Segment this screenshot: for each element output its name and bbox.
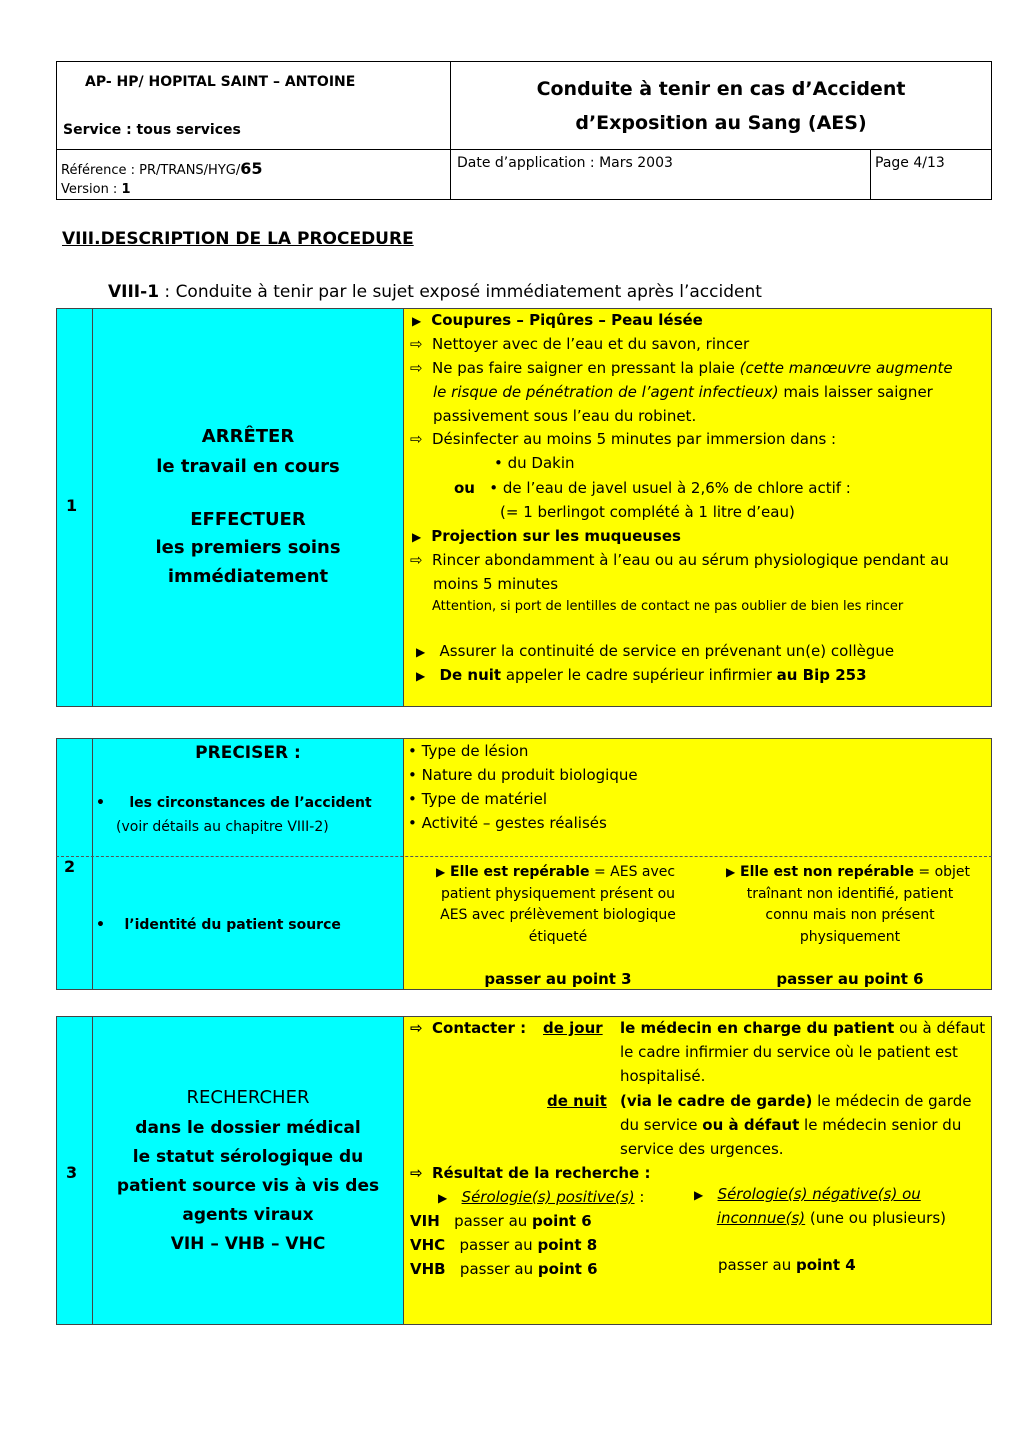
detail-note: Attention, si port de lentilles de contact ne pas oublier de bien les rincer (432, 599, 904, 614)
day-text: le cadre infirmier du service où le patient est (620, 1043, 958, 1061)
section-title: VIII.DESCRIPTION DE LA PROCEDURE (62, 229, 414, 249)
detail-item: moins 5 minutes (433, 575, 559, 593)
detail-item: le risque de pénétration de l’agent infectieux) mais laisser saigner (433, 383, 933, 401)
check-arrow-icon: ⇨ (410, 551, 423, 569)
negative-serology: inconnue(s) (une ou plusieurs) (716, 1209, 946, 1227)
subsection-title: VIII-1 : Conduite à tenir par le sujet exposé immédiatement après l’accident (108, 282, 762, 302)
detail-item: ▶ De nuit appeler le cadre supérieur infirmier au Bip 253 (416, 664, 867, 687)
arrow-icon: ▶ (412, 314, 422, 328)
dashed-divider (56, 856, 992, 857)
step-action-cell (92, 308, 404, 707)
step-action-cell (92, 1016, 404, 1325)
check-arrow-icon: ⇨ (410, 1164, 423, 1182)
detail-item: • du Dakin (494, 454, 575, 472)
header-table (56, 61, 992, 200)
detail-item: passivement sous l’eau du robinet. (433, 407, 697, 425)
detail-item: ▶ Assurer la continuité de service en prévenant un(e) collègue (416, 640, 894, 663)
check-arrow-icon: ⇨ (410, 1019, 423, 1037)
option-text: étiqueté (528, 929, 588, 945)
action-subtitle: VIH – VHB – VHC (170, 1234, 326, 1254)
night-text: du service ou à défaut le médecin senior du (620, 1116, 962, 1134)
arrow-icon: ▶ (438, 1191, 448, 1205)
detail-item: • Type de matériel (408, 790, 547, 808)
detail-item: ⇨ Désinfecter au moins 5 minutes par immersion dans : (410, 430, 837, 448)
detail-heading: ▶ Coupures – Piqûres – Peau lésée (412, 309, 703, 332)
option-not-identifiable: ▶ Elle est non repérable = objet (726, 861, 970, 883)
detail-item: ⇨ Nettoyer avec de l’eau et du savon, rincer (410, 335, 750, 353)
page-number: Page 4/13 (875, 155, 945, 171)
option-text: patient physiquement présent ou (440, 886, 676, 902)
detail-item: • Nature du produit biologique (408, 766, 638, 784)
contact-label: ⇨ Contacter : (410, 1019, 527, 1037)
application-date: Date d’application : Mars 2003 (457, 155, 673, 171)
step-action-cell (92, 738, 404, 990)
check-arrow-icon: ⇨ (410, 430, 423, 448)
go-to-point: passer au point 4 (718, 1256, 856, 1274)
detail-item: ⇨ Rincer abondamment à l’eau ou au sérum physiologique pendant au (410, 551, 949, 569)
arrow-icon: ▶ (436, 865, 446, 879)
document-title: Conduite à tenir en cas d’Accident (536, 78, 906, 100)
option-text: connu mais non présent (765, 907, 935, 923)
positive-serology: ▶ Sérologie(s) positive(s) : (438, 1186, 644, 1209)
step-number: 2 (64, 857, 76, 876)
virus-row: VHB passer au point 6 (410, 1260, 598, 1278)
option-identifiable: ▶ Elle est repérable = AES avec (436, 861, 675, 883)
service-label: Service : tous services (63, 122, 241, 138)
night-text: (via le cadre de garde) le médecin de garde (620, 1092, 972, 1110)
step-number: 1 (66, 496, 78, 515)
result-label: ⇨ Résultat de la recherche : (410, 1164, 651, 1182)
go-to-point: passer au point 6 (776, 970, 924, 988)
detail-item: ⇨ Ne pas faire saigner en pressant la plaie (cette manœuvre augmente (410, 359, 953, 377)
action-title: EFFECTUER (190, 509, 306, 530)
day-label: de jour (543, 1019, 603, 1037)
arrow-icon: ▶ (726, 865, 736, 879)
detail-item: (= 1 berlingot complété à 1 litre d’eau) (500, 503, 795, 521)
detail-item: • Activité – gestes réalisés (408, 814, 607, 832)
action-subtitle: les premiers soins (155, 537, 341, 558)
night-label: de nuit (547, 1092, 607, 1110)
action-title: RECHERCHER (186, 1087, 310, 1108)
action-subtitle: agents viraux (182, 1205, 314, 1225)
action-subtitle: patient source vis à vis des (116, 1176, 380, 1196)
action-subtitle: dans le dossier médical (135, 1118, 361, 1138)
detail-item: ou • de l’eau de javel usuel à 2,6% de chlore actif : (454, 479, 851, 497)
virus-row: VHC passer au point 8 (410, 1236, 598, 1254)
check-arrow-icon: ⇨ (410, 335, 423, 353)
negative-serology: ▶ Sérologie(s) négative(s) ou (694, 1183, 921, 1206)
check-arrow-icon: ⇨ (410, 359, 423, 377)
virus-row: VIH passer au point 6 (410, 1212, 592, 1230)
action-title: ARRÊTER (201, 426, 295, 447)
step-number: 3 (66, 1163, 78, 1182)
action-subtitle: le statut sérologique du (132, 1147, 364, 1167)
header-divider (870, 149, 871, 199)
action-subtitle: le travail en cours (156, 456, 340, 477)
arrow-icon: ▶ (694, 1188, 704, 1202)
action-subtitle: immédiatement (167, 566, 329, 587)
arrow-icon: ▶ (412, 530, 422, 544)
day-text: le médecin en charge du patient ou à défaut (620, 1019, 986, 1037)
detail-heading: ▶ Projection sur les muqueuses (412, 525, 681, 548)
arrow-icon: ▶ (416, 669, 426, 683)
arrow-icon: ▶ (416, 645, 426, 659)
detail-item: • Type de lésion (408, 742, 529, 760)
reference-label: Référence : PR/TRANS/HYG/65 (61, 159, 263, 178)
night-text: service des urgences. (620, 1140, 784, 1158)
action-bullet: • les circonstances de l’accident (96, 795, 372, 811)
version-label: Version : 1 (61, 182, 131, 197)
action-title: PRECISER : (195, 743, 301, 763)
option-text: physiquement (799, 929, 901, 945)
day-text: hospitalisé. (620, 1067, 706, 1085)
option-text: traînant non identifié, patient (746, 886, 954, 902)
document-subtitle: d’Exposition au Sang (AES) (575, 112, 867, 134)
action-bullet: • l’identité du patient source (96, 917, 341, 933)
header-divider (57, 149, 991, 150)
option-text: AES avec prélèvement biologique (440, 907, 676, 923)
hospital-name: AP- HP/ HOPITAL SAINT – ANTOINE (85, 74, 356, 90)
action-bullet-note: (voir détails au chapitre VIII-2) (116, 819, 329, 835)
go-to-point: passer au point 3 (484, 970, 632, 988)
